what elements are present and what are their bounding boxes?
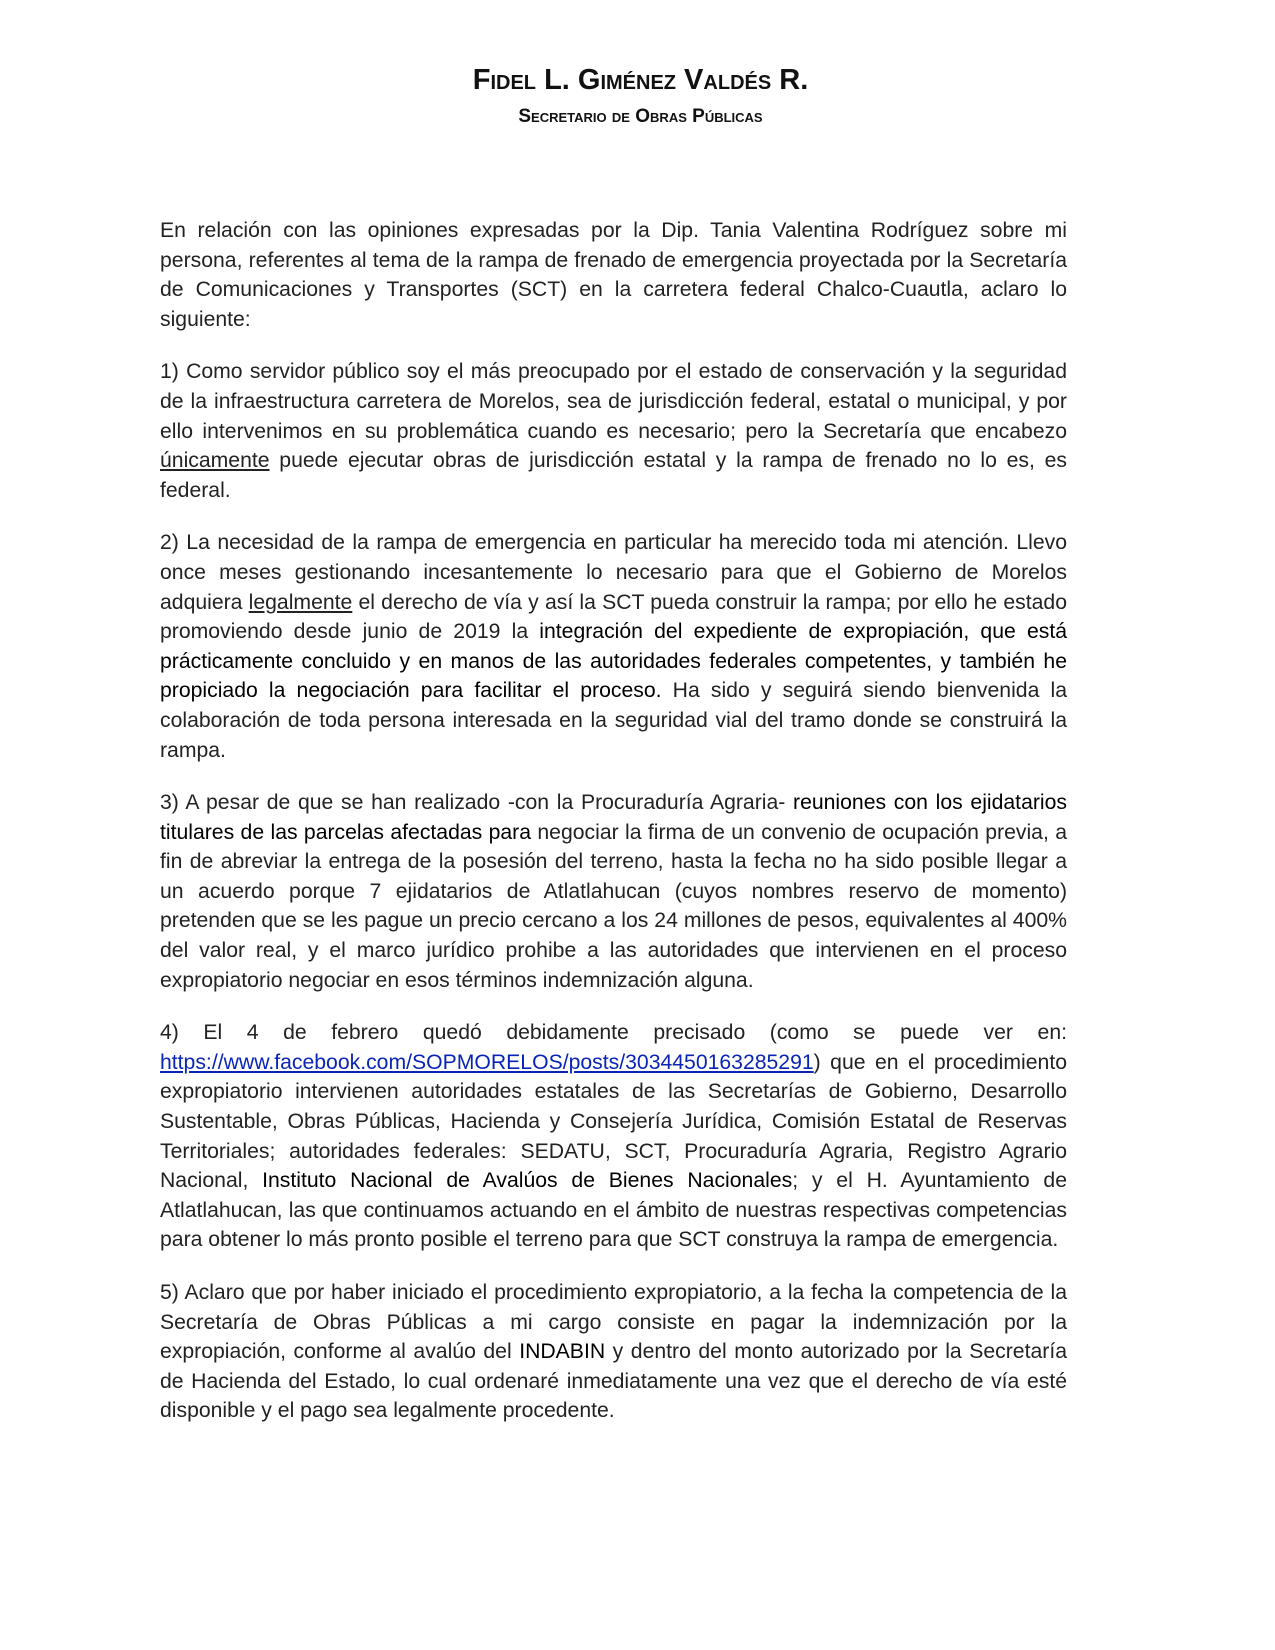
paragraph-2-text-end: Ha sido y seguirá siendo bienvenida la colaboración de toda persona interesada en la seguridad vial del tramo donde se construirá la rampa.	[160, 679, 1067, 762]
emphasis-text: INDABIN	[519, 1340, 606, 1364]
author-name: Fidel L. Giménez Valdés R.	[472, 64, 809, 96]
document-body	[160, 216, 1067, 1449]
paragraph-2-text-middle: el derecho de vía y así la SCT pueda construir la rampa; por ello he estado promoviendo desde junio de 2019 la	[160, 590, 1067, 644]
underlined-word: legalmente	[248, 590, 353, 614]
paragraph-3-text: 3) A pesar de que se han realizado -con la Procuraduría Agraria-	[160, 791, 794, 815]
paragraph-1-text: 1) Como servidor público soy el más preocupado por el estado de conservación y la seguridad de la infraestructura carretera de Morelos, sea de jurisdicción federal, estatal o municipal, y por ello intervenimos en su problemática cuando es necesario; pero la Secretaría que encabezo	[160, 360, 1067, 443]
paragraph-4-text-middle: ) que en el procedimiento expropiatorio intervienen autoridades estatales de las Secretarías de Gobierno, Desarrollo Sustentable, Obras Públicas, Hacienda y Consejería Jurídica, Comisión Estatal de Reservas Territoriales; autoridades federales: SEDATU, SCT, Procuraduría Agraria, Registro Agrario Nacional,	[160, 1050, 1067, 1193]
emphasis-text: Instituto Nacional de Avalúos de Bienes Nacionales	[262, 1169, 793, 1193]
paragraph-4	[160, 1018, 1067, 1255]
intro-paragraph: En relación con las opiniones expresadas por la Dip. Tania Valentina Rodríguez sobre mi persona, referentes al tema de la rampa de frenado de emergencia proyectada por la Secretaría de Comunicaciones y Transportes (SCT) en la carretera federal Chalco-Cuautla, aclaro lo siguiente:	[160, 219, 1067, 331]
paragraph-3	[160, 788, 1067, 995]
paragraph-3-text-end: negociar la firma de un convenio de ocupación previa, a fin de abreviar la entrega de la posesión del terreno, hasta la fecha no ha sido posible llegar a un acuerdo porque 7 ejidatarios de Atlatlahucan (cuyos nombres reservo de momento) pretenden que se les pague un precio cercano a los 24 millones de pesos, equivalentes al 400% del valor real, y el marco jurídico prohibe a las autoridades que intervienen en el proceso expropiatorio negociar en esos términos indemnización alguna.	[160, 820, 1067, 992]
paragraph-5	[160, 1278, 1067, 1426]
paragraph-5-text: 5) Aclaro que por haber iniciado el procedimiento expropiatorio, a la fecha la competencia de la Secretaría de Obras Públicas a mi cargo consiste en pagar la indemnización por la expropiación, conforme al avalúo del	[160, 1281, 1067, 1364]
paragraph-4-text: 4) El 4 de febrero quedó debidamente precisado (como se puede ver en:	[160, 1021, 1067, 1045]
emphasis-text: integración del expediente de expropiación, que está prácticamente concluido y en manos de las autoridades federales competentes, y también he propiciado la negociación para facilitar el proceso.	[160, 620, 1067, 703]
paragraph-2	[160, 528, 1067, 765]
emphasis-text: reuniones con los ejidatarios titulares de las parcelas afectadas para	[160, 791, 1067, 844]
author-title: Secretario de Obras Públicas	[518, 106, 763, 127]
paragraph-4-text-end: ; y el H. Ayuntamiento de Atlatlahucan, las que continuamos actuando en el ámbito de nuestras respectivas competencias para obtener lo más pronto posible el terreno para que SCT construya la rampa de emergencia.	[160, 1169, 1067, 1252]
paragraph-1-text-end: puede ejecutar obras de jurisdicción estatal y la rampa de frenado no lo es, es federal.	[160, 449, 1067, 502]
facebook-post-link[interactable]: https://www.facebook.com/SOPMORELOS/posts/3034450163285291	[160, 1050, 814, 1074]
underlined-word: únicamente	[160, 449, 270, 473]
paragraph-1	[160, 357, 1067, 505]
paragraph-2-text: 2) La necesidad de la rampa de emergencia en particular ha merecido toda mi atención. Llevo once meses gestionando incesantemente lo necesario para que el Gobierno de Morelos adquiera	[160, 531, 1067, 614]
letterhead	[0, 62, 1275, 130]
paragraph-5-text-end: y dentro del monto autorizado por la Secretaría de Hacienda del Estado, lo cual ordenaré inmediatamente una vez que el derecho de vía esté disponible y el pago sea legalmente procedente.	[160, 1340, 1067, 1423]
